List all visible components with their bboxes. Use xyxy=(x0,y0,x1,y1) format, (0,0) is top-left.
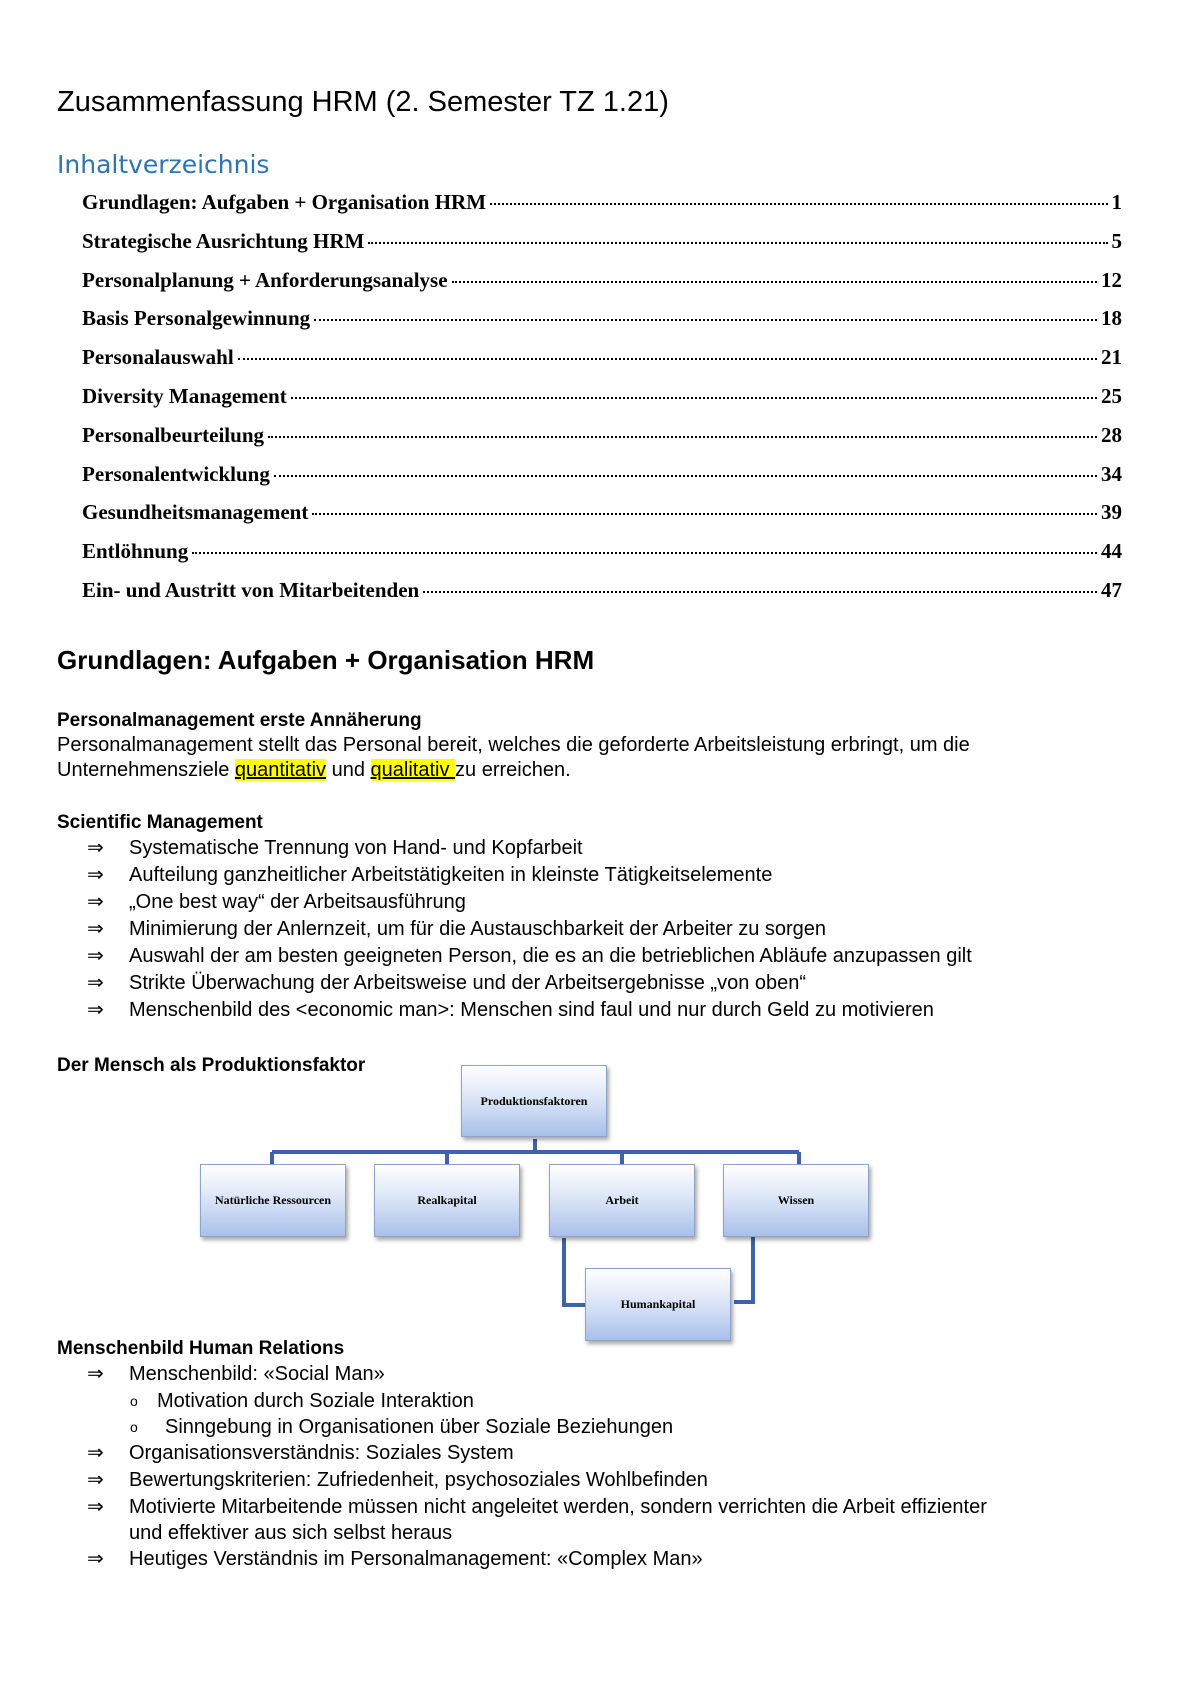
pm-line-2-pre: Unternehmensziele xyxy=(57,759,235,781)
highlight-qualitativ: qualitativ xyxy=(370,759,456,781)
toc-entry-title: Basis Personalgewinnung xyxy=(82,306,311,331)
toc-entry-page: 1 xyxy=(1111,190,1122,214)
toc-entry-title: Personalplanung + Anforderungsanalyse xyxy=(82,267,448,292)
toc-entry-title: Diversity Management xyxy=(82,383,287,408)
arrow-icon: ⇒ xyxy=(87,945,104,967)
list-item-text: Menschenbild des <economic man>: Menschen sind faul und nur durch Geld zu motivieren xyxy=(129,999,934,1021)
node-arbeit: Arbeit xyxy=(549,1164,695,1237)
node-natuerliche-ressourcen: Natürliche Ressourcen xyxy=(200,1164,346,1237)
toc-entry-title: Entlöhnung xyxy=(82,539,189,564)
toc-heading: Inhaltverzeichnis xyxy=(57,150,270,179)
arrow-icon: ⇒ xyxy=(87,1548,104,1570)
arrow-icon: ⇒ xyxy=(87,864,104,886)
sub-list-item-text: Sinngebung in Organisationen über Soziale Beziehungen xyxy=(165,1416,674,1438)
node-produktionsfaktoren: Produktionsfaktoren xyxy=(461,1065,607,1137)
list-item-text: Minimierung der Anlernzeit, um für die Austauschbarkeit der Arbeiter zu sorgen xyxy=(129,918,827,940)
list-item-text: Menschenbild: «Social Man» xyxy=(129,1363,385,1385)
list-item-text: Auswahl der am besten geeigneten Person, die es an die betrieblichen Abläufe anzupassen gilt xyxy=(129,945,972,967)
list-item-text: Systematische Trennung von Hand- und Kopfarbeit xyxy=(129,837,583,859)
sub-list-item xyxy=(57,1414,1157,1440)
list-item-text: Organisationsverständnis: Soziales System xyxy=(129,1442,514,1464)
toc-entry-title: Ein- und Austritt von Mitarbeitenden xyxy=(82,577,420,602)
pf-heading: Der Mensch als Produktionsfaktor xyxy=(57,1055,366,1076)
pm-line-2-post: zu erreichen. xyxy=(455,759,571,781)
toc-entry-title: Personalauswahl xyxy=(82,345,234,370)
circle-bullet-icon: o xyxy=(130,1419,138,1435)
arrow-icon: ⇒ xyxy=(87,972,104,994)
node-realkapital: Realkapital xyxy=(374,1164,520,1237)
hr-list-end xyxy=(57,1546,1157,1573)
list-item xyxy=(57,1440,1157,1467)
list-item-text: Aufteilung ganzheitlicher Arbeitstätigkeiten in kleinste Tätigkeitselemente xyxy=(129,864,773,886)
hr-list xyxy=(57,1361,1157,1388)
list-item xyxy=(57,1467,1157,1494)
toc-entry-title: Strategische Ausrichtung HRM xyxy=(82,228,365,253)
toc-entry-page: 47 xyxy=(1101,577,1122,602)
section-heading: Grundlagen: Aufgaben + Organisation HRM xyxy=(57,645,595,675)
sm-heading: Scientific Management xyxy=(57,812,263,833)
pm-heading: Personalmanagement erste Annäherung xyxy=(57,710,422,731)
hr-block xyxy=(57,1336,1157,1573)
toc-entry-page: 18 xyxy=(1101,306,1122,331)
hr-heading: Menschenbild Human Relations xyxy=(57,1338,345,1359)
list-item-text: „One best way“ der Arbeitsausführung xyxy=(129,891,466,913)
sub-list-item xyxy=(57,1388,1157,1414)
connector-wissen-humankapital xyxy=(734,1229,772,1302)
list-item-text: Heutiges Verständnis im Personalmanagement: «Complex Man» xyxy=(129,1548,703,1570)
node-wissen: Wissen xyxy=(723,1164,869,1237)
list-item-text: Strikte Überwachung der Arbeitsweise und der Arbeitsergebnisse „von oben“ xyxy=(129,972,807,994)
circle-bullet-icon: o xyxy=(130,1393,138,1409)
document-title: Zusammenfassung HRM (2. Semester TZ 1.21) xyxy=(57,86,669,118)
toc-entry-title: Personalentwicklung xyxy=(82,461,270,486)
sub-list-item-text: Motivation durch Soziale Interaktion xyxy=(157,1390,474,1412)
arrow-icon: ⇒ xyxy=(87,999,104,1021)
toc-entry-page: 44 xyxy=(1101,539,1122,564)
arrow-icon: ⇒ xyxy=(87,891,104,913)
pm-line-2-mid: und xyxy=(326,759,371,781)
toc-entry-title: Grundlagen: Aufgaben + Organisation HRM xyxy=(82,190,487,214)
toc-entry-title: Personalbeurteilung xyxy=(82,422,264,447)
list-item xyxy=(57,1494,1157,1521)
highlight-quantitativ: quantitativ xyxy=(234,759,327,781)
connector-arbeit-humankapital xyxy=(564,1238,585,1305)
arrow-icon: ⇒ xyxy=(87,837,104,859)
toc-entry-page: 21 xyxy=(1101,345,1122,370)
pm-line-1: Personalmanagement stellt das Personal bereit, welches die geforderte Arbeitsleistung erbringt, um die xyxy=(57,734,970,756)
list-item-text: Bewertungskriterien: Zufriedenheit, psychosoziales Wohlbefinden xyxy=(129,1469,708,1491)
hr-list-continued xyxy=(57,1440,1157,1521)
arrow-icon: ⇒ xyxy=(87,1496,104,1518)
toc-entry-title: Gesundheitsmanagement xyxy=(82,500,309,525)
toc-entry-page: 5 xyxy=(1111,228,1122,253)
list-item-text: Motivierte Mitarbeitende müssen nicht angeleitet werden, sondern verrichten die Arbeit effizienter xyxy=(129,1496,987,1518)
arrow-icon: ⇒ xyxy=(87,1442,104,1464)
toc-entry-page: 28 xyxy=(1101,422,1122,447)
list-item xyxy=(57,1546,1157,1573)
toc-entry-page: 39 xyxy=(1101,500,1122,525)
list-item-continuation: und effektiver aus sich selbst heraus xyxy=(129,1522,453,1544)
list-item xyxy=(57,1361,1157,1388)
node-humankapital: Humankapital xyxy=(585,1268,731,1341)
arrow-icon: ⇒ xyxy=(87,1363,104,1385)
arrow-icon: ⇒ xyxy=(87,1469,104,1491)
arrow-icon: ⇒ xyxy=(87,918,104,940)
toc-entry-page: 25 xyxy=(1101,383,1122,408)
toc-entry-page: 34 xyxy=(1101,461,1122,486)
hr-sublist xyxy=(57,1388,1157,1440)
toc-entry-page: 12 xyxy=(1101,267,1122,292)
